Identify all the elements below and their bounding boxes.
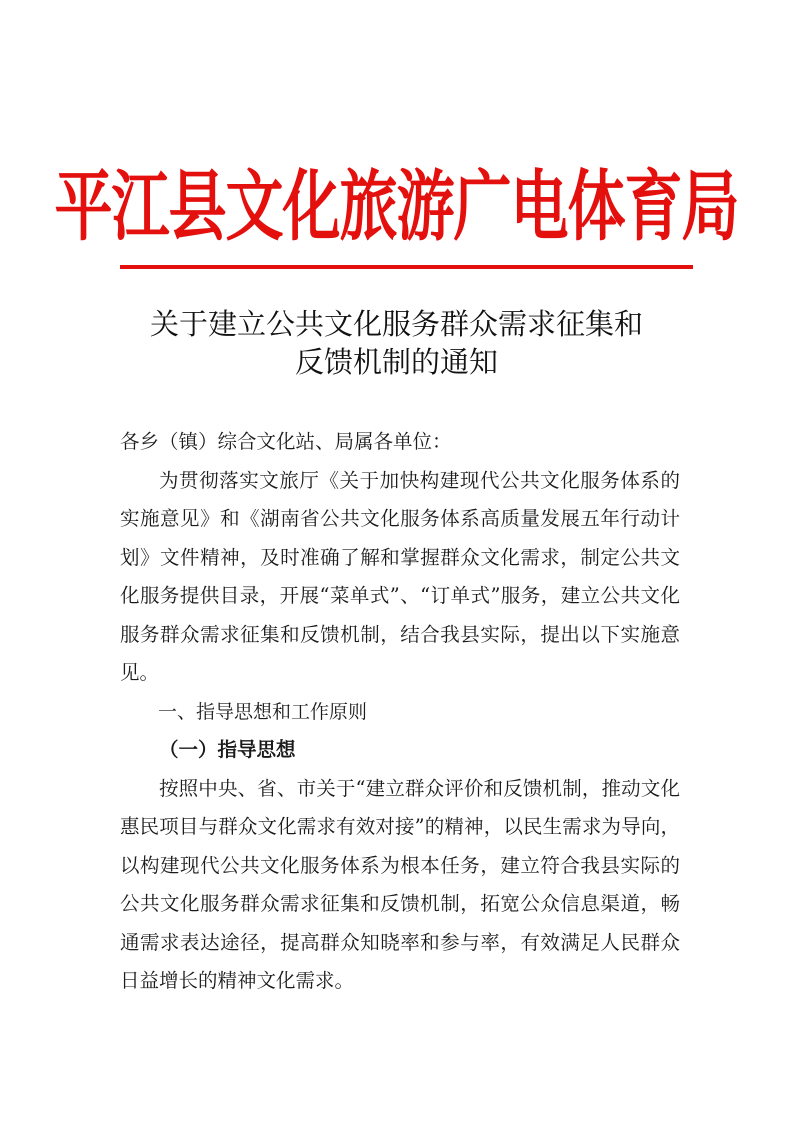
document-title [0, 305, 793, 381]
document-title-line-2: 反馈机制的通知 [294, 345, 498, 379]
document-title-line-1: 关于建立公共文化服务群众需求征集和 [149, 307, 643, 341]
salutation: 各乡（镇）综合文化站、局属各单位： [120, 430, 452, 453]
intro-paragraph: 为贯彻落实文旅厅《关于加快构建现代公共文化服务体系的实施意见》和《湖南省公共文化服务体系高质量发展五年行动计划》文件精神，及时准确了解和掌握群众文化需求，制定公共文化服务提供目录，开展“菜单式”、“订单式”服务，建立公共文化服务群众需求征集和反馈机制，结合我县实际，提出以下实施意见。 [120, 468, 680, 684]
guiding-principle-paragraph: 按照中央、省、市关于“建立群众评价和反馈机制，推动文化惠民项目与群众文化需求有效对接”的精神，以民生需求为导向，以构建现代公共文化服务体系为根本任务，建立符合我县实际的公共文化服务群众需求征集和反馈机制，拓宽公众信息渠道，畅通需求表达途径，提高群众知晓率和参与率，有效满足人民群众日益增长的精神文化需求。 [120, 776, 680, 992]
subsection-heading: （一）指导思想 [159, 738, 296, 761]
organization-letterhead: 平江县文化旅游广电体育局 [54, 161, 739, 252]
letterhead-red-rule [120, 265, 693, 269]
document-body [120, 423, 680, 1001]
section-heading: 一、指导思想和工作原则 [158, 700, 368, 723]
